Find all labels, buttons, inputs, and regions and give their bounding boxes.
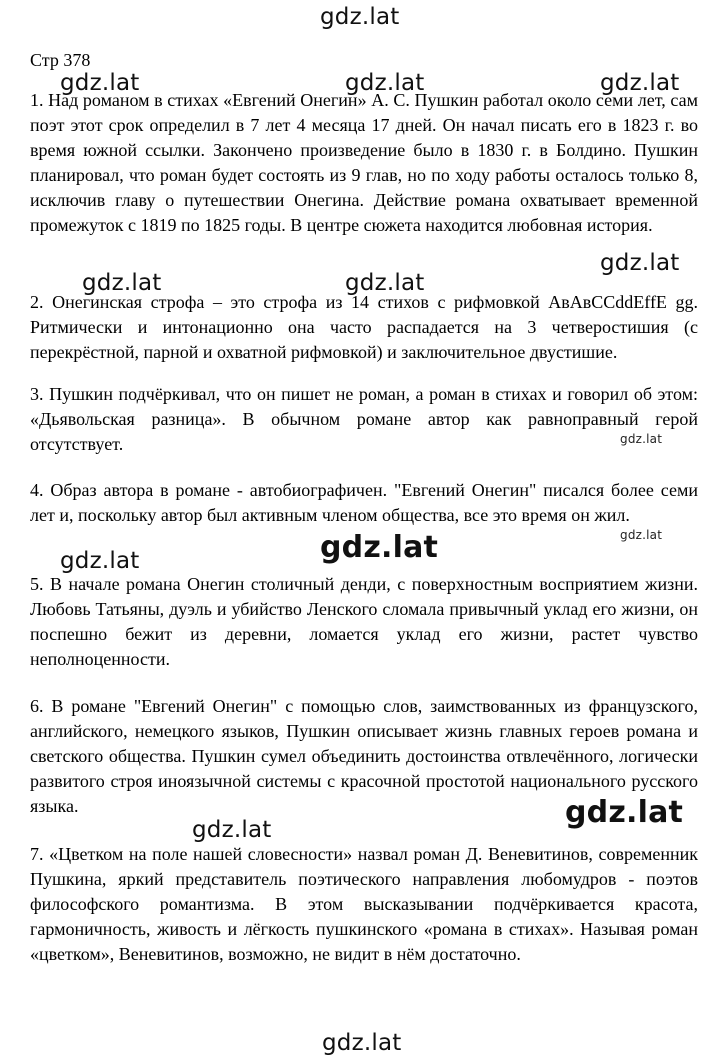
- watermark: gdz.lat: [620, 432, 663, 446]
- answer-paragraph: 3. Пушкин подчёркивал, что он пишет не роман, а роман в стихах и говорил об этом: «Дьявольская разница». В обычном романе автор как равноправный герой отсутствует.: [30, 384, 698, 454]
- watermark: gdz.lat: [322, 1030, 402, 1056]
- answer-paragraph: 6. В романе "Евгений Онегин" с помощью слов, заимствованных из французского, английского, немецкого языков, Пушкин описывает жизнь главных героев романа и светского общества. Пушкин сумел объединить достоинства отвлечённого, логически развитого строя иноязычной системы с красочной простотой национального русского языка.: [30, 696, 698, 816]
- watermark: gdz.lat: [600, 70, 680, 96]
- page-number-label: Стр 378: [30, 50, 91, 70]
- watermark: gdz.lat: [345, 270, 425, 296]
- watermark: gdz.lat: [320, 530, 439, 565]
- answer-paragraph: 5. В начале романа Онегин столичный денди, с поверхностным восприятием жизни. Любовь Татьяны, дуэль и убийство Ленского сломала привычный уклад его жизни, он поспешно бежит из деревни, ломается уклад его жизни, растет чувство неполноценности.: [30, 574, 698, 669]
- watermark: gdz.lat: [60, 70, 140, 96]
- watermark: gdz.lat: [600, 250, 680, 276]
- answer-paragraph: 1. Над романом в стихах «Евгений Онегин» А. С. Пушкин работал около семи лет, сам поэт этот срок определил в 7 лет 4 месяца 17 дней. Он начал писать его в 1823 г. во время южной ссылки. Закончено произведение было в 1830 г. в Болдино. Пушкин планировал, что роман будет состоять из 9 глав, но по ходу работы осталось только 8, исключив главу о путешествии Онегина. Действие романа охватывает временной промежуток с 1819 по 1825 годы. В центре сюжета находится любовная история.: [30, 90, 698, 235]
- watermark: gdz.lat: [320, 4, 400, 30]
- watermark: gdz.lat: [192, 817, 272, 843]
- watermark: gdz.lat: [60, 548, 140, 574]
- answer-paragraph: 7. «Цветком на поле нашей словесности» назвал роман Д. Веневитинов, современник Пушкина, яркий представитель поэтического направления любомудров - поэтов философского романтизма. В этом высказывании подчёркивается красота, гармоничность, живость и лёгкость пушкинского «романа в стихах». Называя роман «цветком», Веневитинов, возможно, не видит в нём достаточно.: [30, 844, 698, 964]
- answer-paragraph: 2. Онегинская строфа – это строфа из 14 стихов с рифмовкой АвАвССddEffE gg. Ритмически и интонационно она часто распадается на 3 четверостишия (с перекрёстной, парной и охватной рифмовкой) и заключительное двустишие.: [30, 292, 698, 362]
- watermark: gdz.lat: [345, 70, 425, 96]
- watermark: gdz.lat: [82, 270, 162, 296]
- answer-paragraph: 4. Образ автора в романе - автобиографичен. "Евгений Онегин" писался более семи лет и, поскольку автор был активным членом общества, все это время он жил.: [30, 480, 698, 525]
- watermark: gdz.lat: [620, 528, 663, 542]
- watermark: gdz.lat: [565, 795, 684, 830]
